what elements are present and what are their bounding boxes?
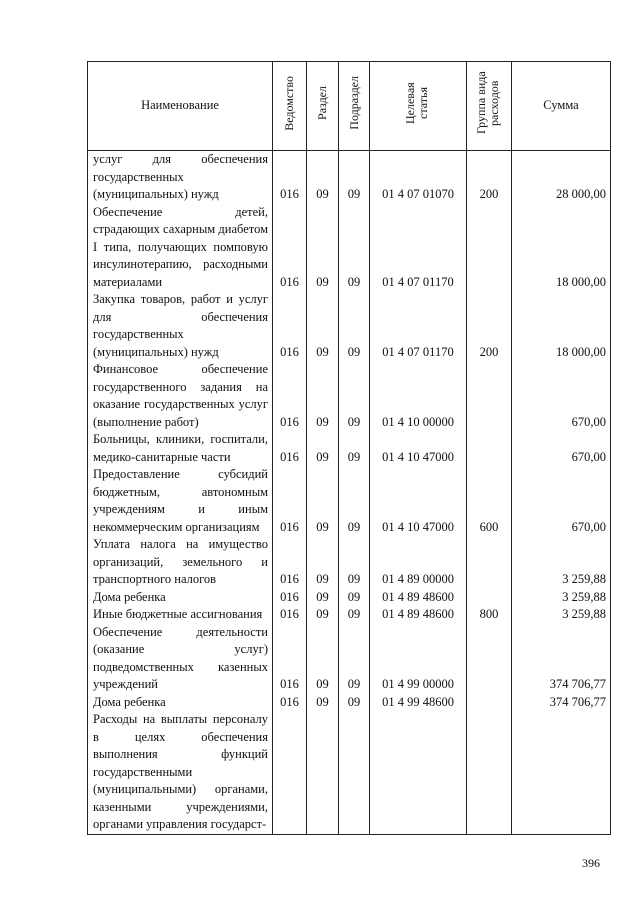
cell-name: услуг для обеспечения государственных (муниципальных) нужд: [88, 151, 273, 204]
table-row: [88, 536, 611, 589]
cell-target: 01 4 99 00000: [370, 624, 467, 694]
cell-target: 01 4 10 47000: [370, 466, 467, 536]
cell-name: Дома ребенка: [88, 694, 273, 712]
cell-ministry: 016: [273, 291, 307, 361]
cell-section: 09: [307, 151, 339, 204]
cell-subsection: 09: [339, 151, 370, 204]
table-body: [88, 151, 611, 835]
cell-target: 01 4 99 48600: [370, 694, 467, 712]
cell-target: 01 4 89 48600: [370, 589, 467, 607]
header-ministry: Ведомство: [273, 62, 307, 151]
cell-subsection: 09: [339, 536, 370, 589]
cell-name: Расходы на выплаты персоналу в целях обеспечения выполнения функций государственными (муниципальными) органами, казенными учреждениями, органами управления государст-: [88, 711, 273, 834]
cell-subsection: 09: [339, 589, 370, 607]
cell-amount: 3 259,88: [512, 606, 611, 624]
cell-ministry: 016: [273, 606, 307, 624]
cell-section: 09: [307, 204, 339, 292]
cell-ministry: 016: [273, 536, 307, 589]
cell-subsection: 09: [339, 606, 370, 624]
cell-ministry: 016: [273, 466, 307, 536]
header-subsection: Подраздел: [339, 62, 370, 151]
cell-amount: 670,00: [512, 361, 611, 431]
cell-section: 09: [307, 466, 339, 536]
cell-ministry: [273, 711, 307, 834]
header-section: Раздел: [307, 62, 339, 151]
table-row: [88, 606, 611, 624]
cell-ministry: 016: [273, 624, 307, 694]
cell-subsection: 09: [339, 361, 370, 431]
cell-target: 01 4 07 01070: [370, 151, 467, 204]
cell-target: 01 4 07 01170: [370, 204, 467, 292]
cell-target: 01 4 89 00000: [370, 536, 467, 589]
cell-name: Предоставление субсидий бюджетным, автономным учреждениям и иным некоммерческим организациям: [88, 466, 273, 536]
cell-expense-group: [467, 694, 512, 712]
cell-ministry: 016: [273, 589, 307, 607]
cell-section: 09: [307, 291, 339, 361]
cell-ministry: 016: [273, 151, 307, 204]
cell-expense-group: [467, 624, 512, 694]
cell-name: Обеспечение детей, страдающих сахарным диабетом I типа, получающих помповую инсулинотерапию, расходными материалами: [88, 204, 273, 292]
cell-target: 01 4 10 47000: [370, 431, 467, 466]
cell-expense-group: [467, 361, 512, 431]
cell-section: 09: [307, 606, 339, 624]
cell-subsection: 09: [339, 204, 370, 292]
budget-table: [87, 61, 611, 835]
cell-section: 09: [307, 536, 339, 589]
header-amount: Сумма: [512, 62, 611, 151]
table-row: [88, 694, 611, 712]
table-row: [88, 151, 611, 204]
table-row: [88, 711, 611, 834]
cell-amount: 374 706,77: [512, 624, 611, 694]
cell-subsection: 09: [339, 694, 370, 712]
cell-name: Финансовое обеспечение государственного задания на оказание государственных услуг (выполнение работ): [88, 361, 273, 431]
cell-amount: 28 000,00: [512, 151, 611, 204]
cell-amount: 3 259,88: [512, 536, 611, 589]
cell-expense-group: 800: [467, 606, 512, 624]
table-row: [88, 624, 611, 694]
cell-amount: 18 000,00: [512, 204, 611, 292]
cell-subsection: 09: [339, 291, 370, 361]
table-row: [88, 589, 611, 607]
cell-section: 09: [307, 589, 339, 607]
cell-expense-group: [467, 589, 512, 607]
table-header-row: [88, 62, 611, 151]
cell-subsection: 09: [339, 624, 370, 694]
header-name: Наименование: [88, 62, 273, 151]
cell-expense-group: 600: [467, 466, 512, 536]
cell-name: Обеспечение деятельности (оказание услуг) подведомственных казенных учреждений: [88, 624, 273, 694]
cell-expense-group: [467, 204, 512, 292]
table-row: [88, 291, 611, 361]
cell-amount: 670,00: [512, 466, 611, 536]
cell-target: 01 4 89 48600: [370, 606, 467, 624]
cell-amount: 18 000,00: [512, 291, 611, 361]
table-row: [88, 361, 611, 431]
cell-section: 09: [307, 431, 339, 466]
table-row: [88, 204, 611, 292]
cell-subsection: 09: [339, 431, 370, 466]
cell-amount: 670,00: [512, 431, 611, 466]
cell-section: [307, 711, 339, 834]
cell-amount: 3 259,88: [512, 589, 611, 607]
cell-ministry: 016: [273, 204, 307, 292]
page-number: 396: [582, 856, 600, 870]
cell-target: 01 4 10 00000: [370, 361, 467, 431]
cell-name: Больницы, клиники, госпитали, медико-санитарные части: [88, 431, 273, 466]
cell-expense-group: [467, 431, 512, 466]
cell-target: [370, 711, 467, 834]
cell-name: Закупка товаров, работ и услуг для обеспечения государственных (муниципальных) нужд: [88, 291, 273, 361]
cell-name: Дома ребенка: [88, 589, 273, 607]
header-expense-group: Группа вида расходов: [467, 62, 512, 151]
header-target: Целевая статья: [370, 62, 467, 151]
cell-target: 01 4 07 01170: [370, 291, 467, 361]
cell-amount: 374 706,77: [512, 694, 611, 712]
cell-amount: [512, 711, 611, 834]
cell-expense-group: [467, 536, 512, 589]
cell-expense-group: 200: [467, 151, 512, 204]
cell-section: 09: [307, 694, 339, 712]
table-row: [88, 466, 611, 536]
cell-ministry: 016: [273, 694, 307, 712]
cell-expense-group: [467, 711, 512, 834]
cell-ministry: 016: [273, 431, 307, 466]
cell-section: 09: [307, 361, 339, 431]
table-row: [88, 431, 611, 466]
cell-expense-group: 200: [467, 291, 512, 361]
cell-subsection: [339, 711, 370, 834]
cell-ministry: 016: [273, 361, 307, 431]
cell-section: 09: [307, 624, 339, 694]
cell-subsection: 09: [339, 466, 370, 536]
cell-name: Уплата налога на имущество организаций, земельного и транспортного налогов: [88, 536, 273, 589]
cell-name: Иные бюджетные ассигнования: [88, 606, 273, 624]
